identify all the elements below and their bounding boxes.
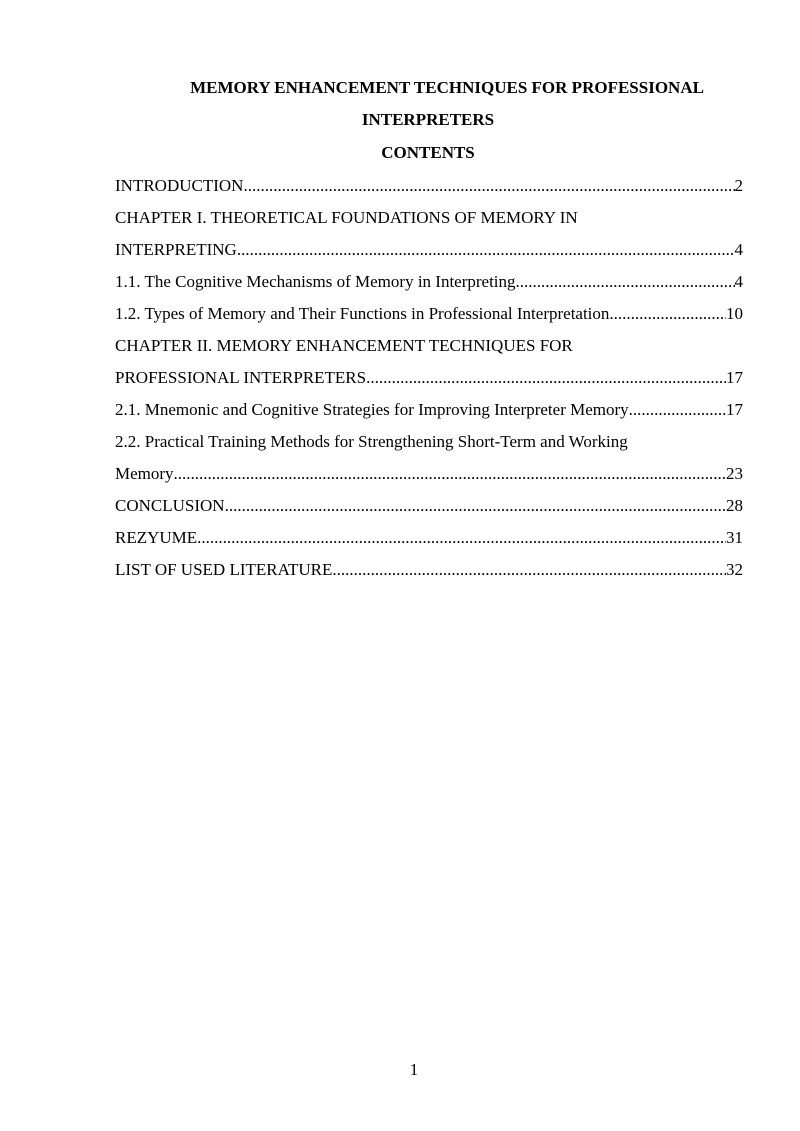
toc-entry-conclusion[interactable]	[115, 492, 743, 524]
toc-entry-text: CHAPTER I. THEORETICAL FOUNDATIONS OF MEMORY IN	[115, 208, 578, 227]
toc-entry-chapter-1[interactable]	[115, 204, 743, 268]
toc-page-number: 10	[726, 304, 743, 323]
toc-entry-introduction[interactable]	[115, 172, 743, 204]
toc-entry-text: 1.1. The Cognitive Mechanisms of Memory in Interpreting	[115, 272, 516, 291]
toc-leader-dots	[197, 524, 726, 552]
toc-leader-dots	[332, 556, 726, 584]
toc-page-number: 28	[726, 496, 743, 515]
toc-leader-dots	[225, 492, 726, 520]
toc-entry-text-continued: INTERPRETING	[115, 240, 237, 259]
toc-page-number: 23	[726, 464, 743, 483]
toc-page-number: 17	[726, 368, 743, 387]
toc-leader-dots	[516, 268, 735, 296]
toc-leader-dots	[609, 300, 726, 328]
toc-page-number: 17	[726, 400, 743, 419]
toc-entry-section-2-1[interactable]	[115, 396, 743, 428]
toc-entry-section-1-2[interactable]	[115, 300, 743, 332]
toc-entry-text: CONCLUSION	[115, 496, 225, 515]
toc-entry-text-continued: PROFESSIONAL INTERPRETERS	[115, 368, 367, 387]
toc-entry-text: INTRODUCTION	[115, 176, 244, 195]
toc-leader-dots	[174, 460, 726, 488]
toc-entry-text: REZYUME	[115, 528, 198, 547]
toc-entry-text: 2.1. Mnemonic and Cognitive Strategies for Improving Interpreter Memory	[115, 400, 629, 419]
toc-entry-text: 1.2. Types of Memory and Their Functions in Professional Interpretation	[115, 304, 610, 323]
toc-entry-text: LIST OF USED LITERATURE	[115, 560, 333, 579]
page-number-footer: 1	[409, 1060, 419, 1079]
contents-heading: CONTENTS	[381, 143, 475, 162]
toc-page-number: 32	[726, 560, 743, 579]
toc-leader-dots	[366, 364, 726, 392]
document-title-line-1: MEMORY ENHANCEMENT TECHNIQUES FOR PROFESSIONAL	[190, 78, 704, 97]
toc-entry-text: 2.2. Practical Training Methods for Strengthening Short-Term and Working	[115, 432, 628, 451]
toc-entry-text: CHAPTER II. MEMORY ENHANCEMENT TECHNIQUES FOR	[115, 336, 573, 355]
toc-entry-rezyume[interactable]	[115, 524, 743, 556]
toc-entry-section-2-2[interactable]	[115, 428, 743, 492]
toc-page-number: 2	[734, 176, 743, 195]
toc-page-number: 4	[734, 240, 743, 259]
toc-entry-section-1-1[interactable]	[115, 268, 743, 300]
document-title-line-2: INTERPRETERS	[361, 110, 495, 129]
toc-page-number: 4	[734, 272, 743, 291]
toc-leader-dots	[237, 236, 735, 264]
table-of-contents	[115, 172, 743, 588]
toc-page-number: 31	[726, 528, 743, 547]
toc-leader-dots	[243, 172, 734, 200]
toc-entry-chapter-2[interactable]	[115, 332, 743, 396]
toc-entry-text-continued: Memory	[115, 464, 174, 483]
toc-entry-literature[interactable]	[115, 556, 743, 588]
toc-leader-dots	[629, 396, 726, 424]
